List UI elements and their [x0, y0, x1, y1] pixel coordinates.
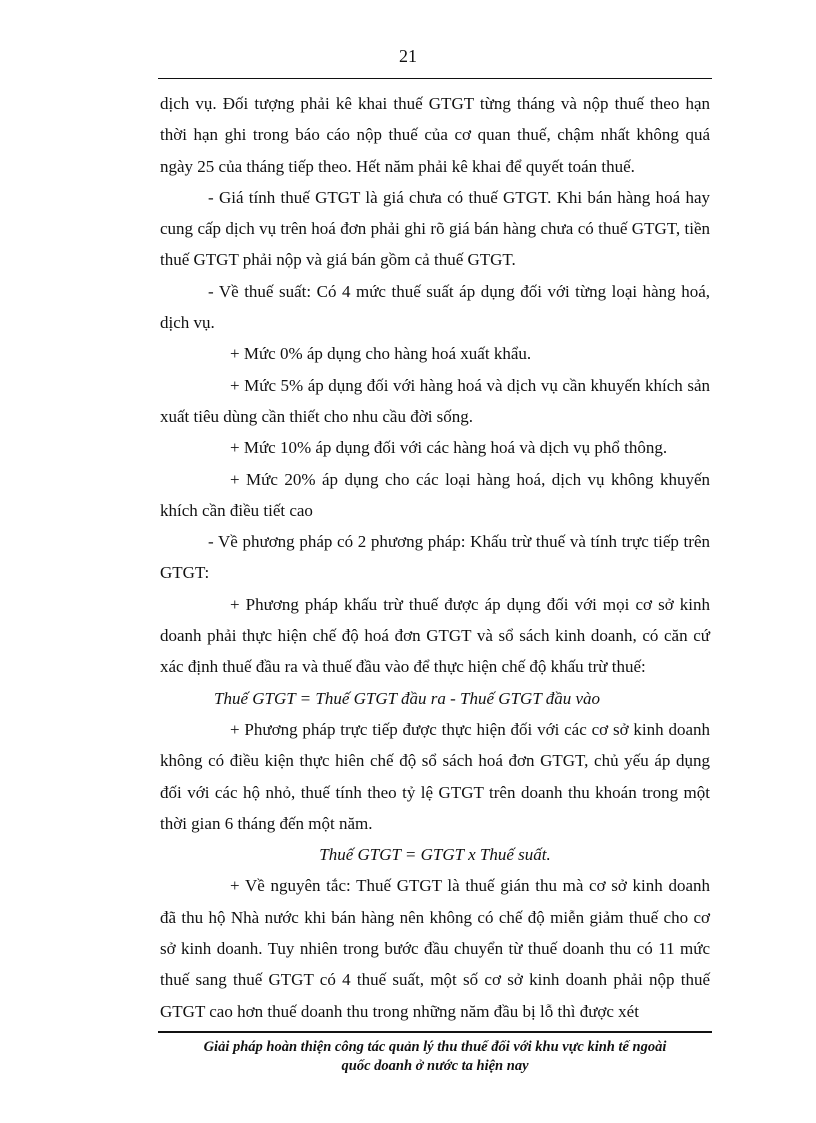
formula: Thuế GTGT = Thuế GTGT đầu ra - Thuế GTGT đầu vào — [214, 688, 601, 708]
formula: Thuế GTGT = GTGT x Thuế suất. — [319, 845, 551, 865]
list-item: + Phương pháp trực tiếp được thực hiện đối với các cơ sở kinh doanh không có điều kiện thực hiên chế độ sổ sách hoá đơn GTGT, chủ yếu áp dụng đối với các hộ nhỏ, thuế tính theo tỷ lệ GTGT trên doanh thu khoán trong một thời gian 6 tháng đến một năm. — [160, 719, 710, 833]
footer-line: quốc doanh ở nước ta hiện nay — [341, 1058, 529, 1074]
paragraph: - Giá tính thuế GTGT là giá chưa có thuế GTGT. Khi bán hàng hoá hay cung cấp dịch vụ trên hoá đơn phải ghi rõ giá bán hàng chưa có thuế GTGT, tiền thuế GTGT phải nộp và giá bán gồm cả thuế GTGT. — [160, 187, 710, 270]
footer-line: Giải pháp hoàn thiện công tác quản lý thu thuế đối với khu vực kinh tế ngoài — [203, 1039, 667, 1055]
paragraph: dịch vụ. Đối tượng phải kê khai thuế GTGT từng tháng và nộp thuế theo hạn thời hạn ghi trong báo cáo nộp thuế của cơ quan thuế, chậm nhất không quá ngày 25 của tháng tiếp theo. Hết năm phải kê khai để quyết toán thuế. — [160, 94, 710, 176]
paragraph: - Về phương pháp có 2 phương pháp: Khấu trừ thuế và tính trực tiếp trên GTGT: — [160, 532, 710, 583]
list-item: + Mức 10% áp dụng đối với các hàng hoá và dịch vụ phổ thông. — [230, 438, 668, 458]
footer — [160, 1038, 710, 1076]
paragraph: - Về thuế suất: Có 4 mức thuế suất áp dụng đối với từng loại hàng hoá, dịch vụ. — [160, 281, 710, 333]
list-item: + Phương pháp khấu trừ thuế được áp dụng đối với mọi cơ sở kinh doanh phải thực hiện chế độ hoá đơn GTGT và sổ sách kinh doanh, có căn cứ xác định thuế đầu ra và thuế đầu vào để thực hiện chế độ khấu trừ thuế: — [160, 594, 710, 677]
list-item: + Về nguyên tắc: Thuế GTGT là thuế gián thu mà cơ sở kinh doanh đã thu hộ Nhà nước khi bán hàng nên không có chế độ miễn giảm thuế cho cơ sở kinh doanh. Tuy nhiên trong bước đầu chuyển từ thuế doanh thu có 11 mức thuế sang thuế GTGT có 4 thuế suất, một số cơ sở kinh doanh phải nộp thuế GTGT cao hơn thuế doanh thu trong những năm đầu bị lỗ thì được xét — [160, 876, 710, 1021]
list-item: + Mức 5% áp dụng đối với hàng hoá và dịch vụ cần khuyến khích sản xuất tiêu dùng cần thiết cho nhu cầu đời sống. — [160, 375, 710, 426]
list-item: + Mức 20% áp dụng cho các loại hàng hoá, dịch vụ không khuyến khích cần điều tiết cao — [160, 469, 710, 520]
header-rule — [158, 78, 712, 79]
footer-rule — [158, 1031, 712, 1033]
list-item: + Mức 0% áp dụng cho hàng hoá xuất khẩu. — [230, 344, 532, 364]
page-number: 21 — [399, 46, 417, 66]
document-body — [160, 88, 710, 1027]
